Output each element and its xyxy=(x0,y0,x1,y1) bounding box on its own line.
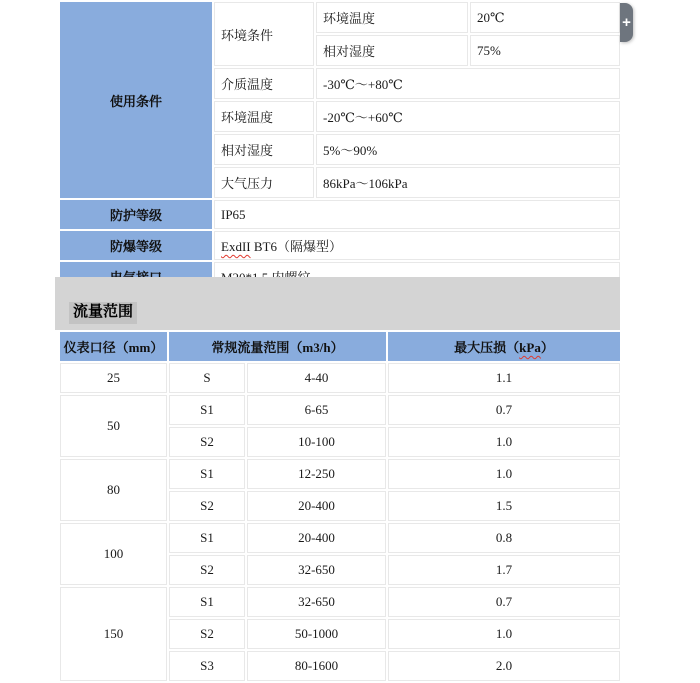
relative-humidity-value-cell: 75% xyxy=(470,35,620,66)
env-temp-label-cell: 环境温度 xyxy=(214,101,314,132)
spec-code-cell: S2 xyxy=(169,619,245,649)
flow-range-cell: 6-65 xyxy=(247,395,386,425)
diameter-cell: 50 xyxy=(60,395,167,457)
ambient-temp-value-cell: 20℃ xyxy=(470,2,620,33)
diameter-cell: 150 xyxy=(60,587,167,681)
pressure-loss-cell: 1.7 xyxy=(388,555,620,585)
spec-code-cell: S1 xyxy=(169,587,245,617)
flow-range-cell: 4-40 xyxy=(247,363,386,393)
table-row xyxy=(60,523,620,553)
flow-range-cell: 32-650 xyxy=(247,555,386,585)
pressure-loss-cell: 1.0 xyxy=(388,619,620,649)
diameter-column-header: 仪表口径（mm） xyxy=(60,332,167,361)
pressure-loss-header-prefix: 最大压损（ xyxy=(454,340,520,355)
table-row xyxy=(60,2,620,33)
spec-code-cell: S2 xyxy=(169,491,245,521)
spec-code-cell: S1 xyxy=(169,459,245,489)
explosion-proof-label-cell: 防爆等级 xyxy=(60,231,212,260)
pressure-loss-column-header xyxy=(388,332,620,361)
atmospheric-pressure-value-cell: 86kPa～106kPa xyxy=(316,167,620,198)
explosion-proof-value-cell xyxy=(214,231,620,260)
spec-code-cell: S1 xyxy=(169,523,245,553)
env-conditions-label-cell: 环境条件 xyxy=(214,2,314,66)
pressure-loss-cell: 1.0 xyxy=(388,427,620,457)
table-row xyxy=(60,587,620,617)
ambient-temp-label-cell: 环境温度 xyxy=(316,2,468,33)
pressure-loss-cell: 1.5 xyxy=(388,491,620,521)
env-temp-value-cell: -20℃～+60℃ xyxy=(316,101,620,132)
humidity-range-label-cell: 相对湿度 xyxy=(214,134,314,165)
flow-range-cell: 12-250 xyxy=(247,459,386,489)
flow-range-cell: 80-1600 xyxy=(247,651,386,681)
flow-range-cell: 20-400 xyxy=(247,491,386,521)
misspelled-word: kPa xyxy=(519,340,541,355)
protection-grade-label-cell: 防护等级 xyxy=(60,200,212,229)
spec-code-cell: S2 xyxy=(169,427,245,457)
table-row xyxy=(60,459,620,489)
flow-range-section-band xyxy=(55,277,620,330)
humidity-range-value-cell: 5%～90% xyxy=(316,134,620,165)
table-row xyxy=(60,231,620,260)
spec-code-cell: S1 xyxy=(169,395,245,425)
spec-code-cell: S2 xyxy=(169,555,245,585)
diameter-cell: 100 xyxy=(60,523,167,585)
flow-range-cell: 10-100 xyxy=(247,427,386,457)
flow-range-cell: 50-1000 xyxy=(247,619,386,649)
flow-range-cell: 32-650 xyxy=(247,587,386,617)
pressure-loss-cell: 1.1 xyxy=(388,363,620,393)
pressure-loss-header-suffix: ） xyxy=(540,340,554,355)
table-row xyxy=(60,363,620,393)
misspelled-word: ExdII xyxy=(221,239,251,254)
pressure-loss-cell: 0.7 xyxy=(388,395,620,425)
table-header-row xyxy=(60,332,620,361)
diameter-cell: 25 xyxy=(60,363,167,393)
atmospheric-pressure-label-cell: 大气压力 xyxy=(214,167,314,198)
explosion-proof-value-rest: BT6（隔爆型） xyxy=(250,239,342,254)
medium-temp-value-cell: -30℃～+80℃ xyxy=(316,68,620,99)
pressure-loss-cell: 1.0 xyxy=(388,459,620,489)
expand-tab-button[interactable]: + xyxy=(620,3,633,42)
flow-range-table xyxy=(58,330,622,683)
medium-temp-label-cell: 介质温度 xyxy=(214,68,314,99)
spec-code-cell: S xyxy=(169,363,245,393)
pressure-loss-cell: 0.8 xyxy=(388,523,620,553)
protection-grade-value-cell: IP65 xyxy=(214,200,620,229)
table-row xyxy=(60,200,620,229)
pressure-loss-cell: 2.0 xyxy=(388,651,620,681)
table-row xyxy=(60,395,620,425)
flow-range-column-header: 常规流量范围（m3/h） xyxy=(169,332,386,361)
diameter-cell: 80 xyxy=(60,459,167,521)
section-title: 流量范围 xyxy=(69,302,137,324)
pressure-loss-cell: 0.7 xyxy=(388,587,620,617)
usage-conditions-label-cell: 使用条件 xyxy=(60,2,212,198)
relative-humidity-label-cell: 相对湿度 xyxy=(316,35,468,66)
spec-code-cell: S3 xyxy=(169,651,245,681)
flow-range-cell: 20-400 xyxy=(247,523,386,553)
usage-conditions-table xyxy=(58,0,622,293)
